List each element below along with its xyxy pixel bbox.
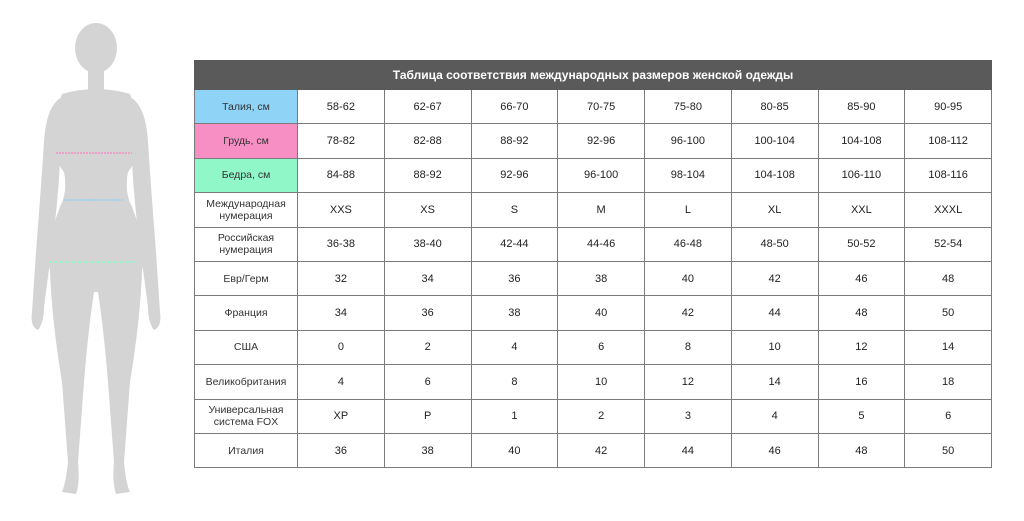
female-body-silhouette	[20, 22, 170, 512]
table-cell: 48	[818, 433, 905, 467]
table-cell: 44-46	[558, 227, 645, 261]
table-cell: 46	[818, 261, 905, 295]
table-cell: XXXL	[905, 193, 992, 227]
table-cell: 96-100	[558, 158, 645, 192]
table-title: Таблица соответствия международных размеров женской одежды	[195, 61, 992, 90]
table-cell: 66-70	[471, 90, 558, 124]
table-cell: M	[558, 193, 645, 227]
table-cell: 100-104	[731, 124, 818, 158]
table-cell: 104-108	[731, 158, 818, 192]
table-cell: 18	[905, 365, 992, 399]
table-cell: 88-92	[384, 158, 471, 192]
table-cell: 8	[645, 330, 732, 364]
table-cell: 70-75	[558, 90, 645, 124]
row-label: Великобритания	[195, 365, 298, 399]
table-cell: 36-38	[298, 227, 385, 261]
table-cell: 4	[731, 399, 818, 433]
table-cell: 38	[384, 433, 471, 467]
table-cell: 6	[905, 399, 992, 433]
table-cell: 34	[384, 261, 471, 295]
table-cell: 36	[298, 433, 385, 467]
table-cell: 104-108	[818, 124, 905, 158]
table-cell: 32	[298, 261, 385, 295]
table-cell: 42	[645, 296, 732, 330]
row-label: Грудь, см	[195, 124, 298, 158]
table-cell: 6	[558, 330, 645, 364]
row-label: Талия, см	[195, 90, 298, 124]
table-cell: 82-88	[384, 124, 471, 158]
table-cell: 96-100	[645, 124, 732, 158]
table-cell: XS	[384, 193, 471, 227]
table-cell: XL	[731, 193, 818, 227]
table-cell: 40	[471, 433, 558, 467]
table-cell: 80-85	[731, 90, 818, 124]
table-row	[195, 227, 992, 261]
table-cell: 48	[905, 261, 992, 295]
table-cell: 5	[818, 399, 905, 433]
table-cell: 106-110	[818, 158, 905, 192]
table-cell: 92-96	[471, 158, 558, 192]
table-cell: 52-54	[905, 227, 992, 261]
table-row	[195, 296, 992, 330]
table-cell: 0	[298, 330, 385, 364]
table-cell: 48-50	[731, 227, 818, 261]
table-cell: 1	[471, 399, 558, 433]
table-cell: 6	[384, 365, 471, 399]
table-cell: 16	[818, 365, 905, 399]
table-cell: 44	[731, 296, 818, 330]
table-title-row	[195, 61, 992, 90]
table-cell: 38	[558, 261, 645, 295]
table-cell: 14	[731, 365, 818, 399]
table-cell: 90-95	[905, 90, 992, 124]
table-cell: 42-44	[471, 227, 558, 261]
table-cell: 12	[818, 330, 905, 364]
row-label: Италия	[195, 433, 298, 467]
table-cell: 48	[818, 296, 905, 330]
table-cell: P	[384, 399, 471, 433]
table-row	[195, 399, 992, 433]
row-label: Универсальная система FOX	[195, 399, 298, 433]
table-cell: 14	[905, 330, 992, 364]
table-cell: XXL	[818, 193, 905, 227]
table-cell: 36	[471, 261, 558, 295]
table-cell: 34	[298, 296, 385, 330]
row-label: США	[195, 330, 298, 364]
row-label: Бедра, см	[195, 158, 298, 192]
table-cell: 62-67	[384, 90, 471, 124]
table-cell: 3	[645, 399, 732, 433]
table-cell: 4	[298, 365, 385, 399]
table-cell: 42	[731, 261, 818, 295]
table-cell: 75-80	[645, 90, 732, 124]
table-cell: 58-62	[298, 90, 385, 124]
table-row	[195, 365, 992, 399]
table-cell: 38-40	[384, 227, 471, 261]
row-label: Франция	[195, 296, 298, 330]
table-cell: 84-88	[298, 158, 385, 192]
table-row	[195, 90, 992, 124]
table-cell: 10	[558, 365, 645, 399]
row-label: Евр/Герм	[195, 261, 298, 295]
row-label: Российская нумерация	[195, 227, 298, 261]
table-row	[195, 124, 992, 158]
table-cell: 98-104	[645, 158, 732, 192]
table-cell: 10	[731, 330, 818, 364]
table-cell: 4	[471, 330, 558, 364]
table-cell: S	[471, 193, 558, 227]
table-cell: 50	[905, 433, 992, 467]
table-cell: 42	[558, 433, 645, 467]
silhouette-shape	[32, 23, 161, 494]
table-cell: 38	[471, 296, 558, 330]
table-cell: XXS	[298, 193, 385, 227]
table-cell: 2	[558, 399, 645, 433]
table-cell: 8	[471, 365, 558, 399]
table-cell: 2	[384, 330, 471, 364]
size-conversion-table	[194, 60, 992, 468]
table-cell: 108-112	[905, 124, 992, 158]
table-cell: 40	[645, 261, 732, 295]
table-row	[195, 158, 992, 192]
table-cell: 46-48	[645, 227, 732, 261]
table-cell: 108-116	[905, 158, 992, 192]
table-cell: 46	[731, 433, 818, 467]
table-row	[195, 433, 992, 467]
table-cell: 88-92	[471, 124, 558, 158]
table-cell: 40	[558, 296, 645, 330]
table-cell: 12	[645, 365, 732, 399]
table-cell: 50-52	[818, 227, 905, 261]
table-cell: 36	[384, 296, 471, 330]
table-row	[195, 330, 992, 364]
table-cell: 78-82	[298, 124, 385, 158]
table-cell: 92-96	[558, 124, 645, 158]
table-body	[195, 90, 992, 468]
table-cell: XP	[298, 399, 385, 433]
table-row	[195, 193, 992, 227]
table-cell: L	[645, 193, 732, 227]
table-cell: 44	[645, 433, 732, 467]
table-cell: 85-90	[818, 90, 905, 124]
row-label: Международная нумерация	[195, 193, 298, 227]
table-row	[195, 261, 992, 295]
table-cell: 50	[905, 296, 992, 330]
